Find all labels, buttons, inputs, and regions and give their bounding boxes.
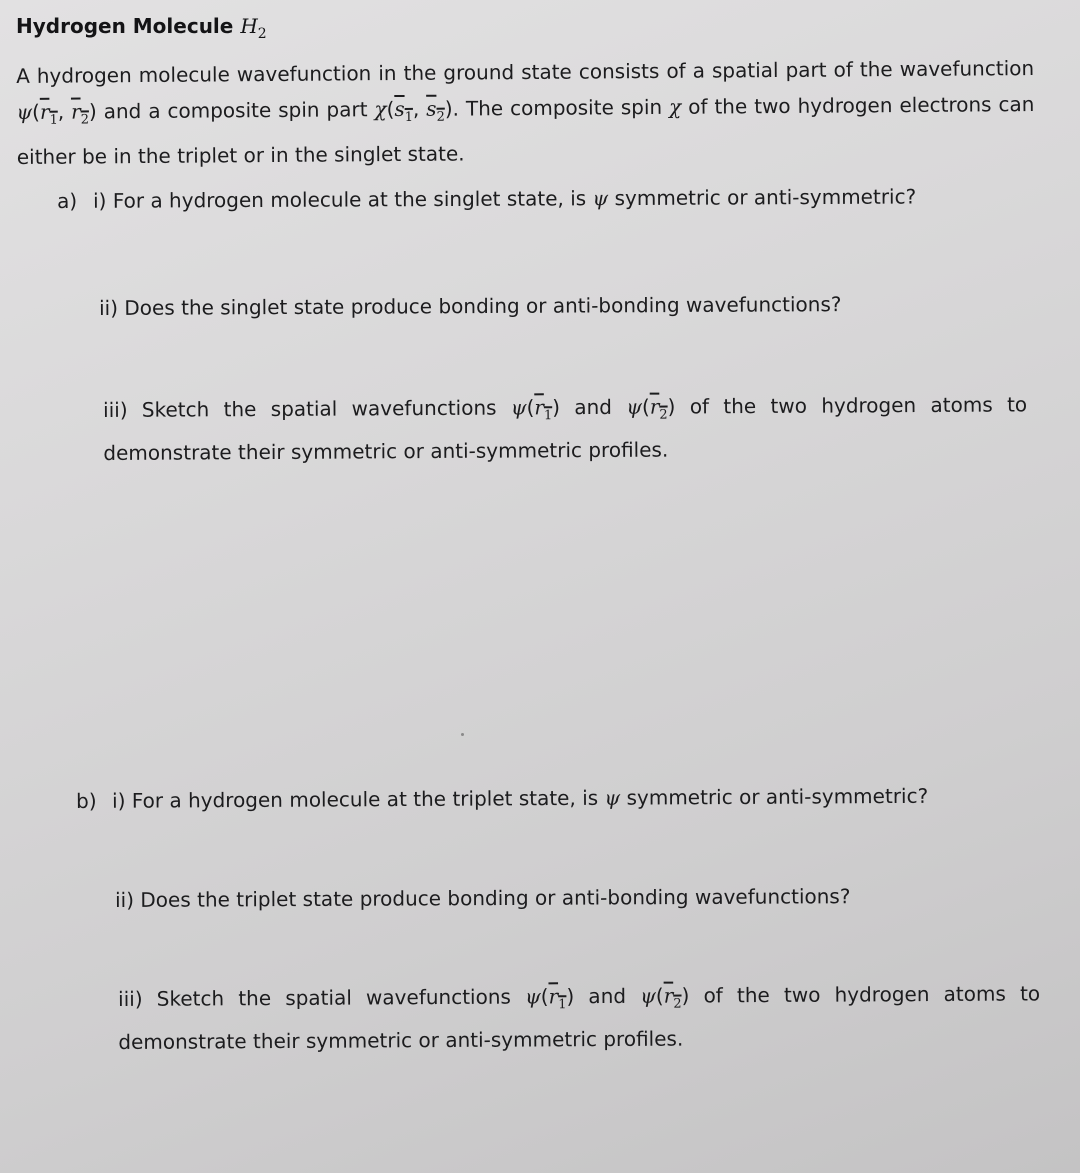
question-a-i: a) i) For a hydrogen molecule at the singlet state, is ψ symmetric or anti-symmetric? xyxy=(57,179,1017,219)
page-title: Hydrogen Molecule $H_2$ xyxy=(16,14,267,42)
question-b-ii: ii) Does the triplet state produce bonding or anti-bonding wavefunctions? xyxy=(115,884,851,912)
chi-symbol-2: χ xyxy=(668,94,682,119)
question-a-ii: ii) Does the singlet state produce bonding or anti-bonding wavefunctions? xyxy=(99,292,842,320)
h2-symbol: $H_2$ xyxy=(240,14,267,42)
part-a-label: a) xyxy=(57,188,78,213)
vector-s2: $s_2$ xyxy=(426,96,445,125)
vector-s1: $s_1$ xyxy=(394,96,414,125)
question-b-iii: iii) Sketch the spatial wavefunctions $\psi(r_1)$ and $\psi(r_2)$ of the two hydrogen atoms to demonstrate their symmetric or anti-symmetric profiles. xyxy=(118,981,1041,1054)
psi-symbol: ψ xyxy=(16,99,33,124)
vector-r2: $r_2$ xyxy=(70,99,90,128)
paper-speck xyxy=(461,733,464,736)
question-b-i: b) i) For a hydrogen molecule at the triplet state, is ψ symmetric or anti-symmetric? xyxy=(76,779,976,819)
chi-symbol: χ xyxy=(374,97,387,122)
question-a-iii: iii) Sketch the spatial wavefunctions $\psi(r_1)$ and $\psi(r_2)$ of the two hydrogen atoms to demonstrate their symmetric or anti-symmetric profiles. xyxy=(103,392,1028,465)
vector-r1: $r_1$ xyxy=(39,99,58,128)
intro-paragraph: A hydrogen molecule wavefunction in the ground state consists of a spatial part of the wavefunction $\psi(r_1$, $r_2$) and a composite spin part $\chi(s_1$, $s_2$). The composite spin χ of the two hydrogen electrons can either be in the triplet or in the singlet state. xyxy=(16,56,1035,169)
part-b-label: b) xyxy=(76,788,97,813)
